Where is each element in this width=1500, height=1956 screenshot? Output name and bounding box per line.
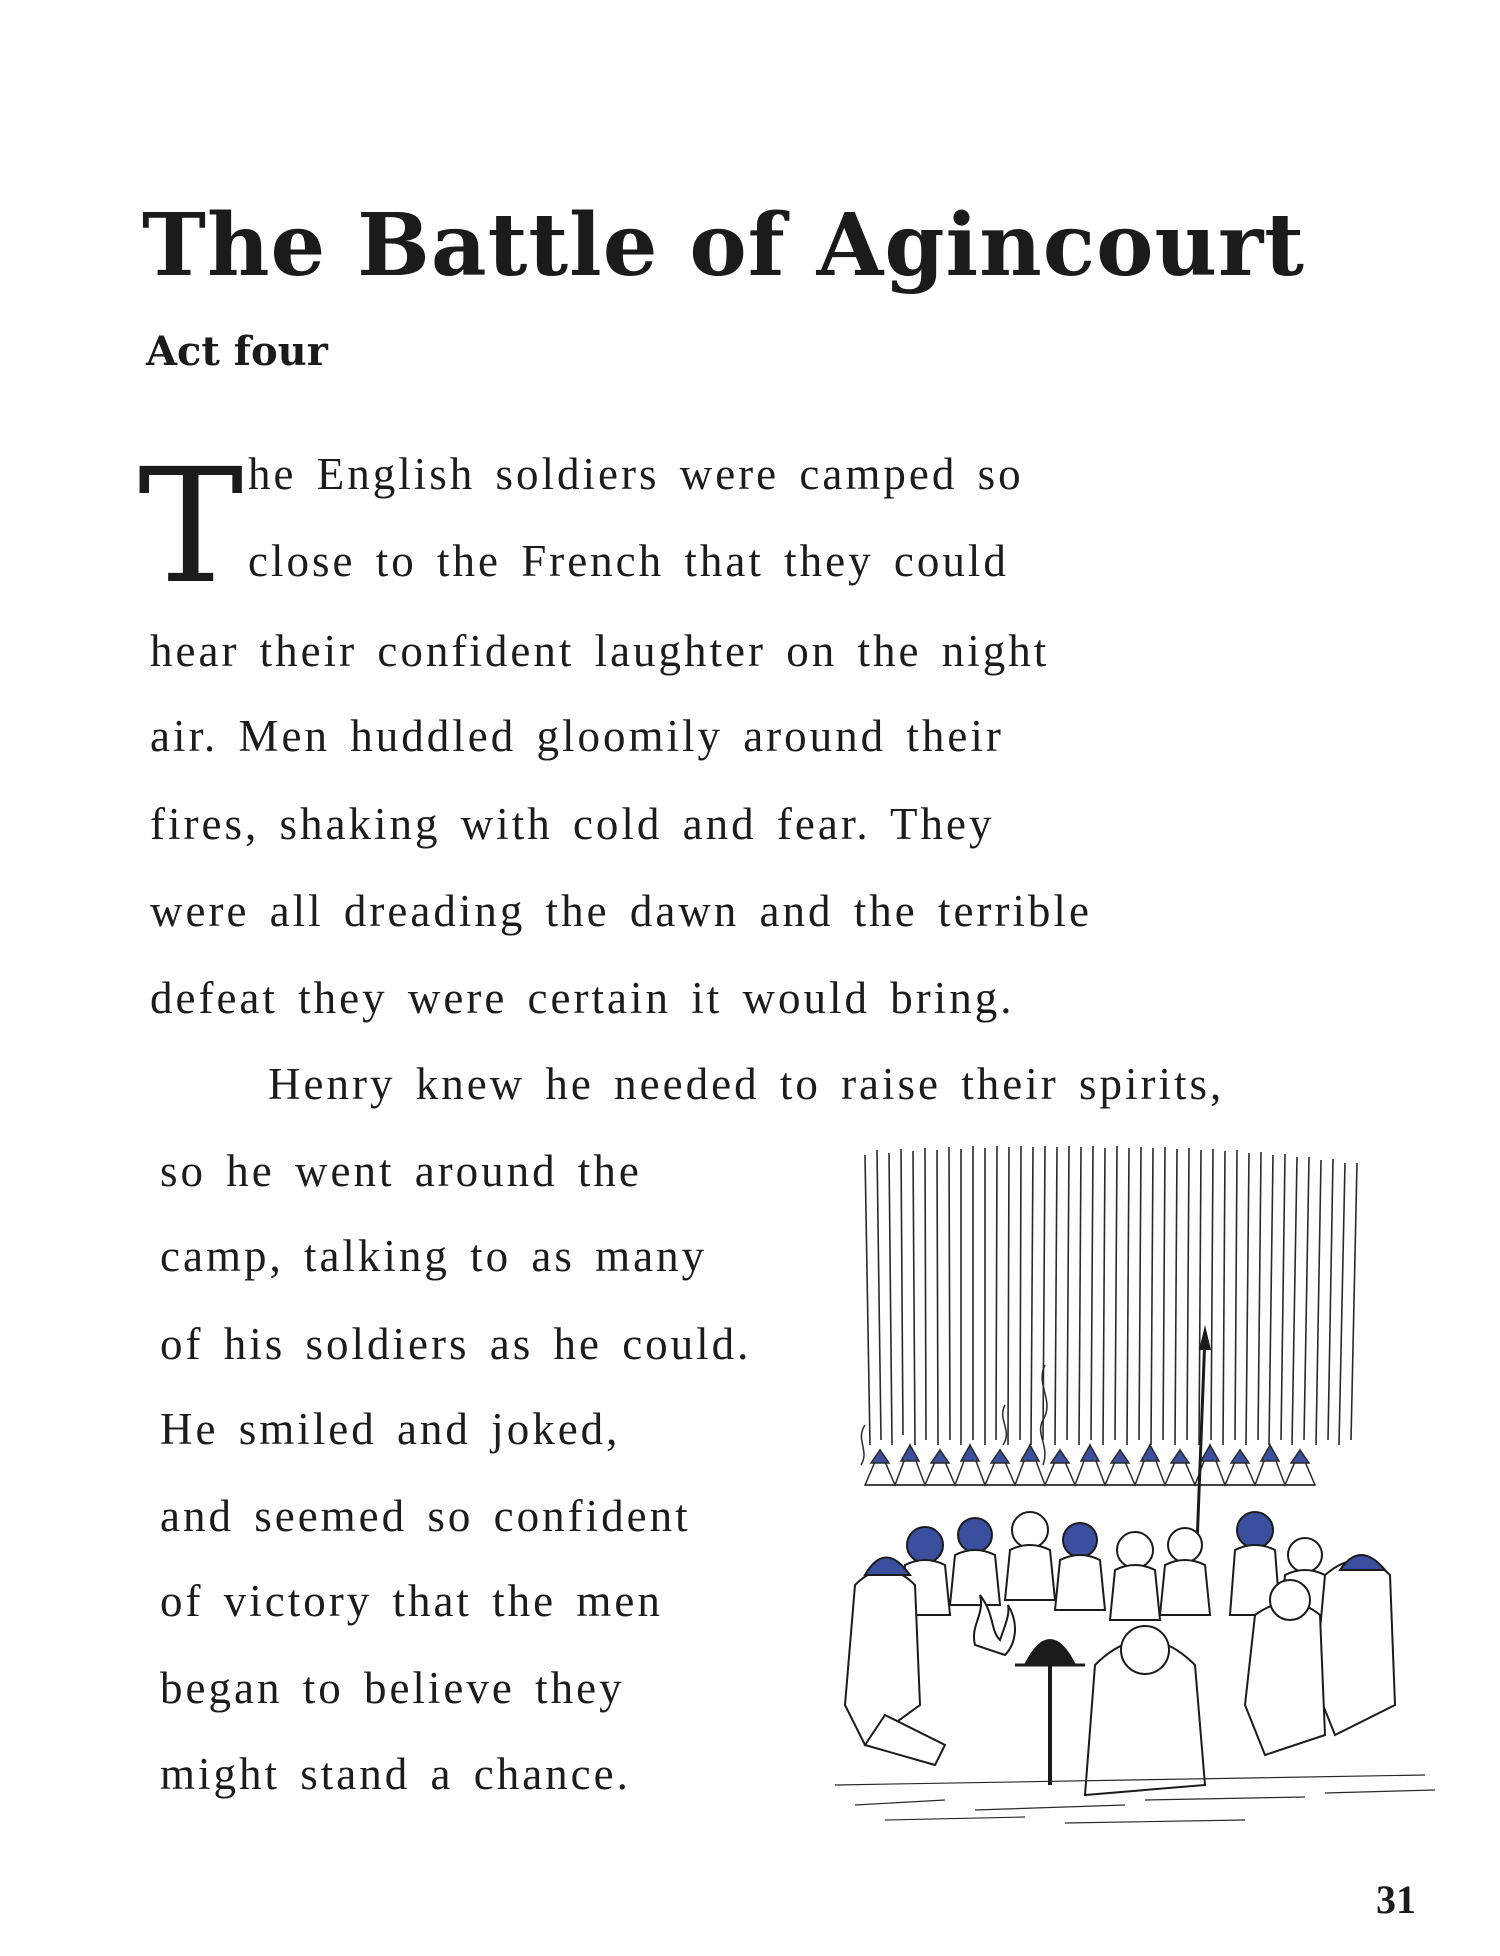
text-line: so he went around the bbox=[160, 1146, 642, 1196]
spear bbox=[1197, 1335, 1205, 1545]
tents bbox=[865, 1445, 1315, 1485]
text-line: were all dreading the dawn and the terrible bbox=[150, 886, 1092, 936]
text-line: might stand a chance. bbox=[160, 1749, 631, 1799]
text-line: he English soldiers were camped so bbox=[248, 449, 1024, 499]
smoke bbox=[861, 1365, 1047, 1465]
text-line: Henry knew he needed to raise their spirits, bbox=[268, 1059, 1225, 1109]
text-line: He smiled and joked, bbox=[160, 1404, 621, 1454]
text-line: of victory that the men bbox=[160, 1576, 663, 1626]
page-number: 31 bbox=[1376, 1877, 1416, 1922]
chapter-title: The Battle of Agincourt bbox=[142, 195, 1306, 296]
soldiers bbox=[845, 1512, 1395, 1795]
campfire-illustration bbox=[825, 1145, 1455, 1835]
drop-cap: T bbox=[138, 435, 244, 619]
text-line: hear their confident laughter on the night bbox=[150, 626, 1050, 676]
text-line: began to believe they bbox=[160, 1663, 625, 1713]
text-line: of his soldiers as he could. bbox=[160, 1319, 752, 1369]
text-line: and seemed so confident bbox=[160, 1491, 691, 1541]
chapter-subtitle: Act four bbox=[146, 328, 328, 375]
text-line: camp, talking to as many bbox=[160, 1231, 708, 1281]
text-line: defeat they were certain it would bring. bbox=[150, 973, 1015, 1023]
text-line: air. Men huddled gloomily around their bbox=[150, 711, 1004, 761]
text-line: close to the French that they could bbox=[248, 536, 1009, 586]
text-line: fires, shaking with cold and fear. They bbox=[150, 799, 995, 849]
rain-lines bbox=[865, 1146, 1357, 1445]
